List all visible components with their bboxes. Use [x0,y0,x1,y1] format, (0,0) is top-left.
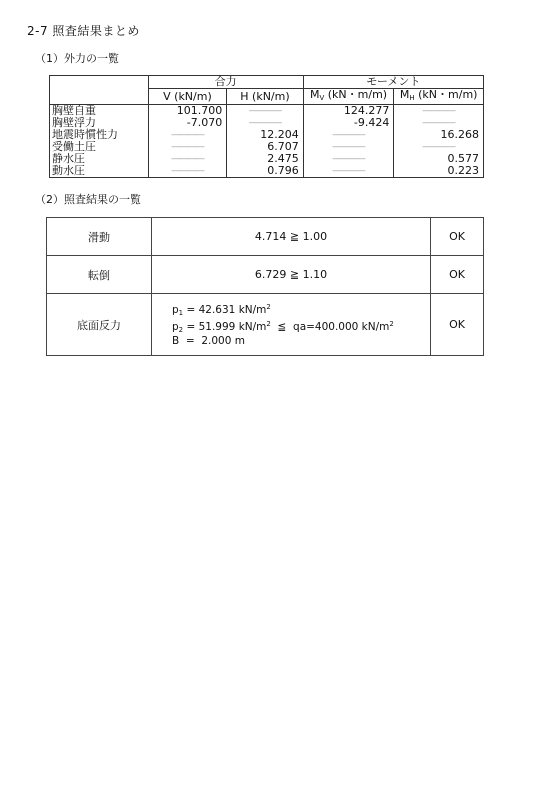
force-name: 地震時慣性力 [50,129,149,141]
header-moment: モーメント [303,76,483,89]
mv-unit: (kN・m/m) [327,88,388,101]
overturning-label: 転倒 [47,256,152,294]
empty-cell-dash: ―――― [303,153,394,165]
force-value-v: -7.070 [148,117,227,129]
force-name: 動水圧 [50,165,149,178]
p1-value: = 42.631 kN/m [183,304,267,316]
header-v: V (kN/m) [148,89,227,105]
force-value-mh: 0.577 [394,153,484,165]
empty-cell-dash: ―――― [303,129,394,141]
mv-sub: V [319,94,325,102]
force-value-v: 101.700 [148,105,227,118]
subsection-title-external-forces: （1）外力の一覧 [35,52,119,65]
force-name: 静水圧 [50,153,149,165]
force-value-mv: -9.424 [303,117,394,129]
empty-cell-dash: ―――― [148,165,227,178]
force-value-h: 2.475 [227,153,304,165]
sliding-label: 滑動 [47,218,152,256]
empty-cell-dash: ―――― [303,165,394,178]
p2-symbol: p [172,321,179,333]
p2-unit-exp: 2 [266,320,271,328]
subsection-title-check-results: （2）照査結果の一覧 [35,193,141,206]
header-mh [394,89,484,105]
table-row [50,105,484,118]
qa-unit-exp: 2 [389,320,394,328]
header-blank [50,76,149,105]
bearing-result: OK [431,294,484,356]
p2-subscript: 2 [178,326,184,334]
table-row-overturning [47,256,484,294]
overturning-value: 6.729 ≧ 1.10 [152,256,431,294]
table-row-sliding [47,218,484,256]
external-forces-table [49,75,484,178]
empty-cell-dash: ―――― [148,129,227,141]
force-name: 胸壁浮力 [50,117,149,129]
force-value-mv: 124.277 [303,105,394,118]
mh-sub: H [409,94,415,102]
header-resultant: 合力 [148,76,303,89]
header-mv [303,89,394,105]
table-row-bearing [47,294,484,356]
empty-cell-dash: ―――― [227,105,304,118]
empty-cell-dash: ―――― [394,105,484,118]
force-name: 受働土圧 [50,141,149,153]
empty-cell-dash: ―――― [394,117,484,129]
table-row [50,165,484,178]
check-results-table [46,217,484,356]
header-h: H (kN/m) [227,89,304,105]
p2-line [172,319,429,336]
p2-value: = 51.999 kN/m [183,321,267,333]
p1-line [172,302,429,319]
force-value-h: 0.796 [227,165,304,178]
empty-cell-dash: ―――― [394,141,484,153]
empty-cell-dash: ―――― [303,141,394,153]
p1-unit-exp: 2 [266,303,271,311]
overturning-result: OK [431,256,484,294]
force-value-h: 12.204 [227,129,304,141]
p2-comparison: ≦ qa=400.000 kN/m [270,321,390,333]
p1-subscript: 1 [178,309,184,317]
mv-main: M [309,88,320,101]
empty-cell-dash: ―――― [148,153,227,165]
force-value-mh: 16.268 [394,129,484,141]
empty-cell-dash: ―――― [148,141,227,153]
force-value-h: 6.707 [227,141,304,153]
bearing-label: 底面反力 [47,294,152,356]
force-name: 胸壁自重 [50,105,149,118]
bearing-values [152,294,431,356]
b-line: B = 2.000 m [172,335,245,347]
mh-unit: (kN・m/m) [418,88,478,101]
empty-cell-dash: ―――― [227,117,304,129]
p1-symbol: p [172,304,179,316]
mh-main: M [399,88,410,101]
sliding-result: OK [431,218,484,256]
section-title: 2-7 照査結果まとめ [27,24,140,38]
force-value-mh: 0.223 [394,165,484,178]
sliding-value: 4.714 ≧ 1.00 [152,218,431,256]
